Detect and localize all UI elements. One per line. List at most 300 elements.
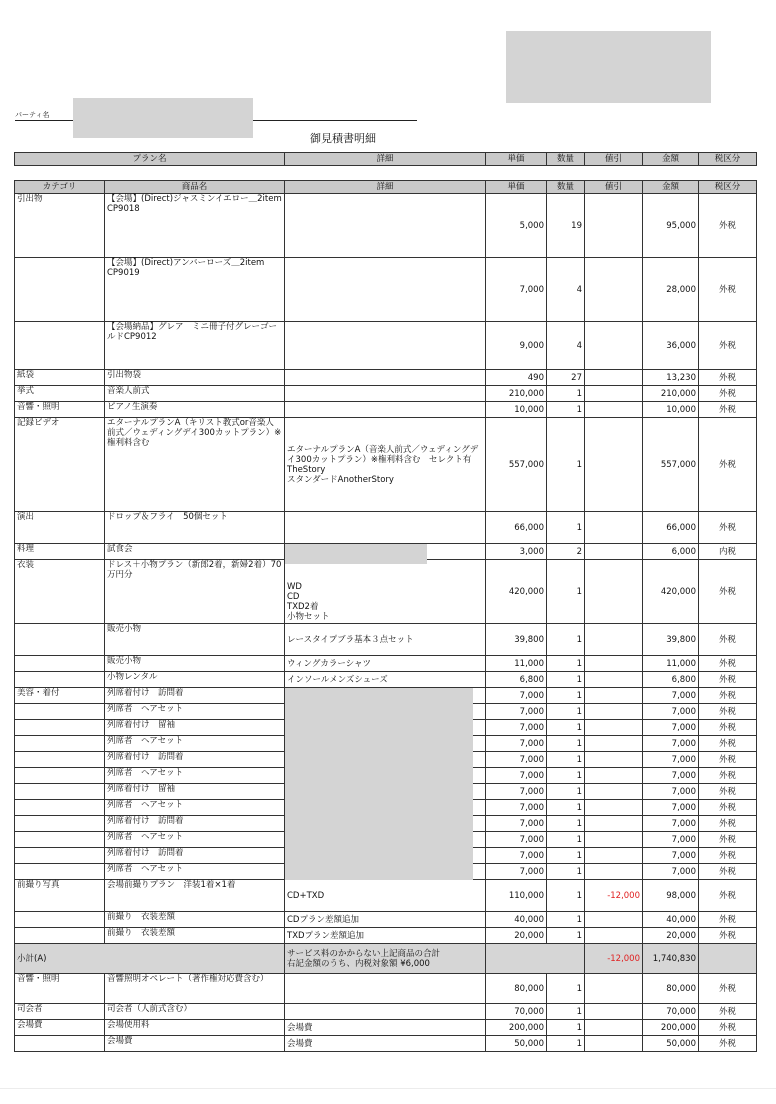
cell-amount <box>643 720 699 736</box>
cell-cat-text: 料理 <box>17 544 35 554</box>
cell-prod <box>105 784 285 800</box>
plan-header-row <box>15 153 757 166</box>
cell-detail <box>285 370 486 386</box>
cell-amount-text: 7,000 <box>671 802 696 813</box>
cell-qty-text: 1 <box>576 459 582 470</box>
subtotal-amount: 1,740,830 <box>643 944 699 974</box>
cell-tax <box>699 322 757 370</box>
cell-qty-text: 1 <box>576 890 582 901</box>
cell-cat <box>15 418 105 512</box>
cell-qty <box>547 418 585 512</box>
cell-prod-text: 音響照明オペレート（著作権対応費含む） <box>107 974 269 984</box>
cell-cat <box>15 402 105 418</box>
cell-price <box>486 624 547 656</box>
cell-price <box>486 880 547 912</box>
cell-disc <box>585 704 643 720</box>
cell-cat <box>15 1004 105 1020</box>
cell-price-text: 7,000 <box>519 754 544 765</box>
cell-qty <box>547 912 585 928</box>
cell-tax <box>699 672 757 688</box>
cell-price-text: 7,000 <box>519 786 544 797</box>
cell-amount-text: 420,000 <box>660 586 696 597</box>
cell-tax <box>699 386 757 402</box>
cell-tax-text: 外税 <box>718 1022 736 1033</box>
cell-tax <box>699 688 757 704</box>
cell-cat <box>15 880 105 912</box>
cell-qty-text: 1 <box>576 983 582 994</box>
cell-prod <box>105 656 285 672</box>
cell-disc <box>585 194 643 258</box>
cell-price <box>486 928 547 944</box>
cell-price <box>486 688 547 704</box>
cell-tax <box>699 928 757 944</box>
cell-price-text: 50,000 <box>514 1038 544 1049</box>
cell-cat-text: 記録ビデオ <box>17 418 60 428</box>
cell-qty <box>547 880 585 912</box>
cell-cat <box>15 974 105 1004</box>
cell-price <box>486 656 547 672</box>
cell-detail <box>285 322 486 370</box>
cell-disc <box>585 322 643 370</box>
table-row <box>15 560 757 624</box>
plan-header-cell: 数量 <box>547 153 585 166</box>
cell-disc <box>585 974 643 1004</box>
cell-price <box>486 720 547 736</box>
cell-price-text: 7,000 <box>519 866 544 877</box>
cell-disc <box>585 912 643 928</box>
cell-prod <box>105 928 285 944</box>
cell-amount <box>643 624 699 656</box>
cell-detail <box>285 386 486 402</box>
cell-prod-text: 列席着付け 訪問着 <box>107 816 184 826</box>
cell-tax <box>699 720 757 736</box>
cell-qty <box>547 322 585 370</box>
cell-detail-text: TXDプラン差額追加 <box>287 930 365 941</box>
cell-prod <box>105 848 285 864</box>
cell-prod-text: 音楽人前式 <box>107 386 150 396</box>
cell-disc <box>585 768 643 784</box>
cell-tax <box>699 512 757 544</box>
cell-tax <box>699 880 757 912</box>
cell-prod-text: 列席着付け 訪問着 <box>107 688 184 698</box>
cell-qty-text: 4 <box>576 340 582 351</box>
cell-tax-text: 外税 <box>718 890 736 901</box>
cell-tax-text: 外税 <box>718 340 736 351</box>
cell-tax <box>699 864 757 880</box>
cell-prod <box>105 974 285 1004</box>
cell-amount <box>643 194 699 258</box>
page-bottom-edge <box>0 1088 776 1089</box>
cell-prod-text: 会場使用料 <box>107 1020 150 1030</box>
cell-price <box>486 752 547 768</box>
cell-prod <box>105 800 285 816</box>
cell-amount <box>643 1020 699 1036</box>
table-header-cell: 値引 <box>585 181 643 194</box>
table-row <box>15 672 757 688</box>
cell-amount <box>643 1036 699 1052</box>
cell-price <box>486 194 547 258</box>
cell-qty-text: 2 <box>576 546 582 557</box>
cell-disc <box>585 864 643 880</box>
cell-amount-text: 39,800 <box>666 634 696 645</box>
party-name-label: パーティ名 <box>15 111 50 119</box>
cell-price <box>486 560 547 624</box>
cell-price <box>486 800 547 816</box>
cell-detail <box>285 1020 486 1036</box>
cell-qty <box>547 512 585 544</box>
cell-amount-text: 210,000 <box>660 388 696 399</box>
cell-amount <box>643 880 699 912</box>
cell-prod <box>105 402 285 418</box>
cell-cat-text: 演出 <box>17 512 35 522</box>
cell-detail <box>285 418 486 512</box>
cell-detail <box>285 688 486 704</box>
redacted-detail <box>285 544 427 564</box>
table-row <box>15 1004 757 1020</box>
cell-price-text: 7,000 <box>519 850 544 861</box>
cell-qty-text: 1 <box>576 674 582 685</box>
cell-tax-text: 外税 <box>718 850 736 861</box>
cell-detail <box>285 194 486 258</box>
plan-table <box>14 152 757 166</box>
table-header-row <box>15 181 757 194</box>
cell-prod-text: 小物レンタル <box>107 672 158 682</box>
redacted-party-name <box>73 98 253 138</box>
cell-cat-text: 挙式 <box>17 386 35 396</box>
cell-detail-text: CD+TXD <box>287 890 325 901</box>
cell-tax-text: 外税 <box>718 372 736 383</box>
cell-prod <box>105 688 285 704</box>
cell-price-text: 7,000 <box>519 706 544 717</box>
cell-detail-text: CDプラン差額追加 <box>287 914 359 925</box>
cell-cat <box>15 768 105 784</box>
cell-cat <box>15 258 105 322</box>
cell-cat <box>15 656 105 672</box>
cell-amount-text: 7,000 <box>671 738 696 749</box>
plan-header-cell: 金額 <box>643 153 699 166</box>
cell-detail-text: インソールメンズシューズ <box>287 674 388 685</box>
cell-prod-text: エターナルプランA（キリスト教式or音楽人前式／ウェディングデイ300カットプラン）※権利料含む <box>107 418 282 448</box>
cell-prod-text: 【会場】(Direct)アンバーローズ＿2item CP9019 <box>107 258 273 278</box>
cell-qty <box>547 816 585 832</box>
cell-disc <box>585 880 643 912</box>
redacted-detail <box>285 688 473 880</box>
cell-prod-text: 列席者 ヘアセット <box>107 704 184 714</box>
cell-tax <box>699 832 757 848</box>
cell-cat <box>15 672 105 688</box>
cell-price-text: 420,000 <box>508 586 544 597</box>
cell-tax-text: 外税 <box>718 930 736 941</box>
table-header-cell: カテゴリ <box>15 181 105 194</box>
cell-disc <box>585 816 643 832</box>
cell-cat <box>15 816 105 832</box>
cell-amount <box>643 752 699 768</box>
cell-price-text: 200,000 <box>508 1022 544 1033</box>
cell-amount <box>643 672 699 688</box>
cell-cat <box>15 848 105 864</box>
cell-cat <box>15 624 105 656</box>
cell-detail <box>285 928 486 944</box>
cell-qty-text: 1 <box>576 634 582 645</box>
cell-amount <box>643 704 699 720</box>
cell-amount <box>643 768 699 784</box>
cell-disc <box>585 258 643 322</box>
cell-tax <box>699 752 757 768</box>
cell-disc <box>585 1004 643 1020</box>
cell-tax <box>699 418 757 512</box>
cell-prod-text: 販売小物 <box>107 624 142 634</box>
cell-detail <box>285 560 486 624</box>
cell-cat <box>15 832 105 848</box>
cell-disc <box>585 1036 643 1052</box>
cell-cat <box>15 1020 105 1036</box>
cell-detail-text: WD CD TXD2着 小物セット <box>287 582 330 622</box>
cell-price-text: 7,000 <box>519 802 544 813</box>
cell-qty-text: 1 <box>576 586 582 597</box>
cell-tax-text: 外税 <box>718 674 736 685</box>
cell-amount-text: 95,000 <box>666 220 696 231</box>
cell-price-text: 6,800 <box>519 674 544 685</box>
cell-amount-text: 20,000 <box>666 930 696 941</box>
table-row <box>15 1036 757 1052</box>
cell-amount <box>643 784 699 800</box>
cell-price-text: 80,000 <box>514 983 544 994</box>
cell-disc <box>585 560 643 624</box>
cell-price-text: 10,000 <box>514 404 544 415</box>
cell-qty <box>547 848 585 864</box>
cell-tax <box>699 768 757 784</box>
cell-detail-text: 会場費 <box>287 1038 313 1049</box>
cell-price <box>486 418 547 512</box>
cell-qty-text: 1 <box>576 802 582 813</box>
cell-price-text: 5,000 <box>519 220 544 231</box>
cell-price-text: 490 <box>527 372 544 383</box>
plan-header-cell: 詳細 <box>285 153 486 166</box>
cell-tax-text: 外税 <box>718 634 736 645</box>
cell-price <box>486 1020 547 1036</box>
cell-tax-text: 外税 <box>718 786 736 797</box>
subtotal-detail: サービス料のかからない上記商品の合計 右記金額のうち、内税対象額 ¥6,000 <box>285 944 486 974</box>
cell-tax <box>699 370 757 386</box>
cell-detail <box>285 544 486 560</box>
cell-cat <box>15 560 105 624</box>
cell-prod <box>105 816 285 832</box>
cell-qty <box>547 1020 585 1036</box>
cell-amount-text: 11,000 <box>666 658 696 669</box>
cell-tax-text: 外税 <box>718 866 736 877</box>
cell-amount-text: 7,000 <box>671 754 696 765</box>
cell-prod <box>105 370 285 386</box>
cell-qty <box>547 864 585 880</box>
cell-cat <box>15 194 105 258</box>
cell-price-text: 7,000 <box>519 818 544 829</box>
cell-price-text: 7,000 <box>519 770 544 781</box>
cell-disc <box>585 386 643 402</box>
cell-amount-text: 7,000 <box>671 770 696 781</box>
cell-price-text: 7,000 <box>519 690 544 701</box>
table-row <box>15 512 757 544</box>
cell-amount <box>643 1004 699 1020</box>
cell-qty-text: 1 <box>576 914 582 925</box>
table-header-cell: 税区分 <box>699 181 757 194</box>
cell-cat-text: 引出物 <box>17 194 43 204</box>
table-header-cell: 商品名 <box>105 181 285 194</box>
cell-price-text: 11,000 <box>514 658 544 669</box>
table-row <box>15 974 757 1004</box>
cell-cat-text: 会場費 <box>17 1020 43 1030</box>
cell-price <box>486 386 547 402</box>
cell-price <box>486 672 547 688</box>
cell-qty-text: 1 <box>576 738 582 749</box>
cell-tax <box>699 1004 757 1020</box>
cell-price <box>486 768 547 784</box>
cell-tax <box>699 560 757 624</box>
subtotal-row <box>15 944 757 974</box>
cell-qty <box>547 402 585 418</box>
cell-price <box>486 784 547 800</box>
cell-disc <box>585 784 643 800</box>
cell-tax <box>699 816 757 832</box>
cell-amount-text: 66,000 <box>666 522 696 533</box>
cell-detail-text: ウィングカラーシャツ <box>287 658 371 669</box>
cell-disc <box>585 848 643 864</box>
cell-tax-text: 外税 <box>718 802 736 813</box>
cell-tax-text: 外税 <box>718 722 736 733</box>
cell-detail <box>285 672 486 688</box>
cell-prod-text: ドロップ＆フライ 50個セット <box>107 512 228 522</box>
cell-qty <box>547 386 585 402</box>
cell-qty-text: 1 <box>576 404 582 415</box>
cell-qty-text: 1 <box>576 690 582 701</box>
cell-prod-text: 会場前撮りプラン 洋装1着×1着 <box>107 880 236 890</box>
cell-amount <box>643 512 699 544</box>
cell-prod-text: ピアノ生演奏 <box>107 402 158 412</box>
cell-price-text: 40,000 <box>514 914 544 925</box>
table-header-cell: 金額 <box>643 181 699 194</box>
cell-cat <box>15 720 105 736</box>
cell-prod <box>105 880 285 912</box>
cell-tax <box>699 912 757 928</box>
cell-prod-text: 列席者 ヘアセット <box>107 832 184 842</box>
cell-amount <box>643 386 699 402</box>
cell-cat-text: 司会者 <box>17 1004 43 1014</box>
cell-cat <box>15 370 105 386</box>
cell-tax-text: 外税 <box>718 1038 736 1049</box>
cell-amount-text: 7,000 <box>671 690 696 701</box>
cell-prod <box>105 322 285 370</box>
cell-disc <box>585 800 643 816</box>
cell-cat <box>15 928 105 944</box>
cell-tax-text: 外税 <box>718 404 736 415</box>
cell-tax-text: 外税 <box>718 818 736 829</box>
cell-detail-text: レースタイプブラ基本３点セット <box>287 634 414 645</box>
cell-prod <box>105 672 285 688</box>
cell-cat-text: 紙袋 <box>17 370 35 380</box>
cell-qty <box>547 1004 585 1020</box>
table-row <box>15 544 757 560</box>
cell-amount <box>643 688 699 704</box>
cell-amount <box>643 816 699 832</box>
cell-cat <box>15 1036 105 1052</box>
cell-qty-text: 4 <box>576 284 582 295</box>
cell-price <box>486 974 547 1004</box>
cell-price <box>486 832 547 848</box>
cell-tax <box>699 848 757 864</box>
cell-qty-text: 1 <box>576 522 582 533</box>
cell-qty <box>547 258 585 322</box>
cell-qty <box>547 928 585 944</box>
cell-disc <box>585 544 643 560</box>
cell-prod <box>105 624 285 656</box>
cell-qty-text: 1 <box>576 930 582 941</box>
table-row <box>15 322 757 370</box>
cell-disc <box>585 624 643 656</box>
cell-price <box>486 544 547 560</box>
table-row <box>15 656 757 672</box>
table-row <box>15 688 757 704</box>
cell-tax <box>699 258 757 322</box>
plan-header-cell: プラン名 <box>15 153 285 166</box>
cell-cat <box>15 736 105 752</box>
cell-tax <box>699 402 757 418</box>
cell-detail <box>285 1004 486 1020</box>
cell-tax-text: 外税 <box>718 522 736 533</box>
cell-detail <box>285 1036 486 1052</box>
table-row <box>15 258 757 322</box>
cell-cat-text: 音響・照明 <box>17 974 60 984</box>
cell-prod <box>105 736 285 752</box>
cell-qty-text: 1 <box>576 850 582 861</box>
cell-qty-text: 27 <box>571 372 582 383</box>
cell-prod <box>105 418 285 512</box>
cell-detail-text: 会場費 <box>287 1022 313 1033</box>
cell-amount-text: 13,230 <box>666 372 696 383</box>
subtotal-blank <box>486 944 585 974</box>
cell-tax <box>699 704 757 720</box>
cell-cat <box>15 784 105 800</box>
cell-prod <box>105 832 285 848</box>
table-row <box>15 928 757 944</box>
subtotal-tax-blank <box>699 944 757 974</box>
cell-amount <box>643 832 699 848</box>
cell-tax <box>699 736 757 752</box>
cell-cat <box>15 386 105 402</box>
cell-price-text: 7,000 <box>519 738 544 749</box>
cell-cat <box>15 704 105 720</box>
cell-price <box>486 402 547 418</box>
cell-detail <box>285 974 486 1004</box>
cell-amount <box>643 560 699 624</box>
cell-amount <box>643 258 699 322</box>
cell-prod <box>105 912 285 928</box>
cell-prod <box>105 720 285 736</box>
table-row <box>15 418 757 512</box>
cell-disc <box>585 656 643 672</box>
table-row <box>15 386 757 402</box>
cell-amount <box>643 370 699 386</box>
cell-tax-text: 外税 <box>718 770 736 781</box>
cell-prod-text: 列席者 ヘアセット <box>107 864 184 874</box>
cell-tax-text: 外税 <box>718 738 736 749</box>
cell-tax-text: 外税 <box>718 284 736 295</box>
cell-qty-text: 1 <box>576 1022 582 1033</box>
cell-price-text: 70,000 <box>514 1006 544 1017</box>
table-header-cell: 数量 <box>547 181 585 194</box>
cell-amount-text: 200,000 <box>660 1022 696 1033</box>
cell-disc <box>585 672 643 688</box>
cell-qty-text: 1 <box>576 770 582 781</box>
cell-amount-text: 7,000 <box>671 818 696 829</box>
